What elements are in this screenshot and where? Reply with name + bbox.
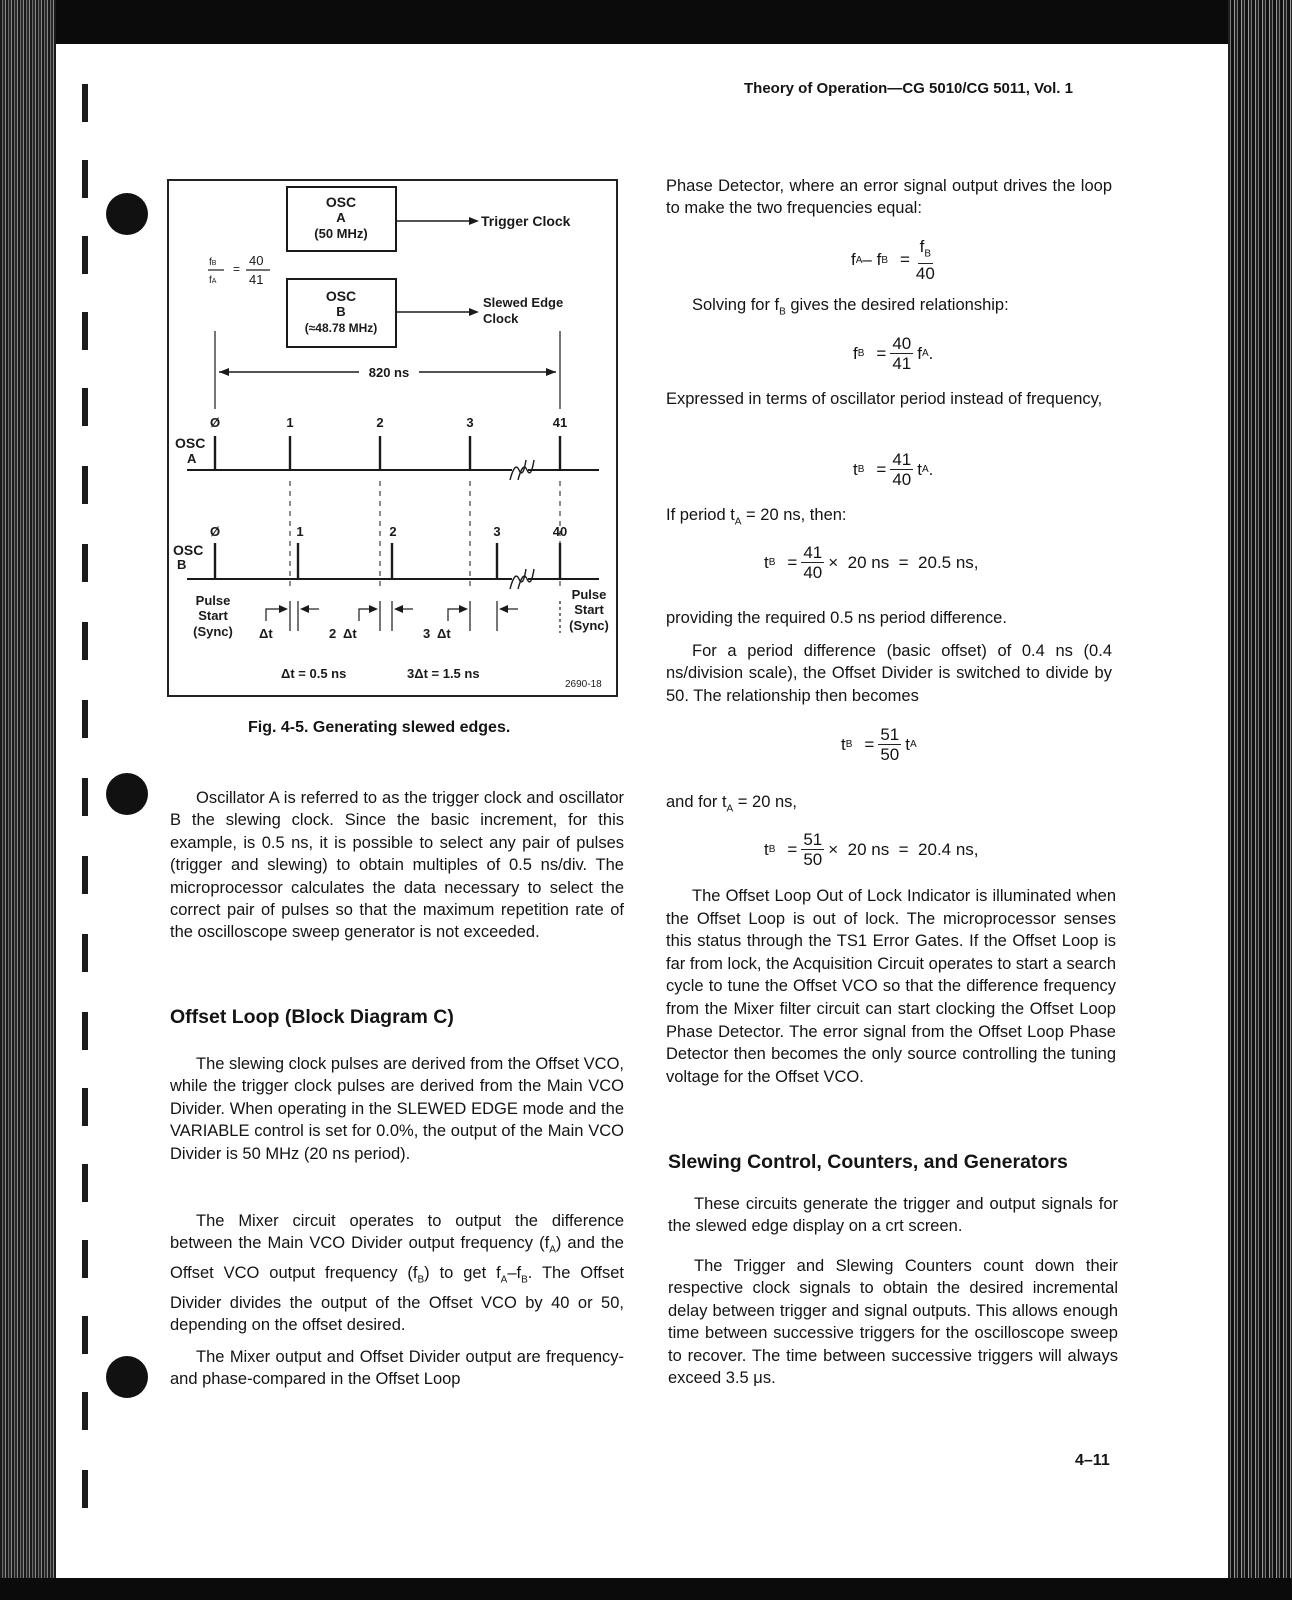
- equation-6: t B = $\frac{51}{50}$ × 20 ns = 20.4 ns,: [764, 830, 979, 869]
- right-col-para-9: [668, 1193, 1118, 1238]
- right-col-para-4: [666, 504, 1112, 534]
- trigger-clock-label: Trigger Clock: [481, 213, 571, 229]
- para-providing: providing the required 0.5 ns period difference.: [666, 609, 1007, 627]
- running-header: Theory of Operation—CG 5010/CG 5011, Vol. 1: [744, 80, 1073, 97]
- page-number: 4–11: [1075, 1452, 1110, 1469]
- para-if-period: If period $t_A = 20$ ns, then:: [666, 506, 847, 528]
- right-col-para-8: [666, 885, 1116, 1088]
- scan-border-top: [0, 0, 1292, 44]
- binder-mark: [82, 934, 88, 972]
- delta-markers: [266, 601, 560, 633]
- osc-b-tick-40: 40: [552, 524, 568, 539]
- equation-1: f A – f B = $\frac{f_B}{40}$: [851, 237, 935, 284]
- para-phase-detector: Phase Detector, where an error signal output drives the loop to make the two frequencies equal:: [666, 177, 1112, 218]
- osc-a-tick-2: 2: [376, 415, 384, 430]
- binder-mark: [82, 1012, 88, 1050]
- binder-mark: [82, 1316, 88, 1354]
- binder-mark: [82, 1164, 88, 1202]
- para-expressed: Expressed in terms of oscillator period instead of frequency,: [666, 390, 1103, 408]
- osc-b-tick-1: 1: [296, 524, 304, 539]
- osc-b-label-line2: B: [177, 557, 187, 572]
- delta-label-1: Δt: [259, 626, 273, 641]
- para-period-difference: For a period difference (basic offset) of 0.4 ns (0.4 ns/division scale), the Offset Divider is switched to divide by 50. The relationship then becomes: [666, 642, 1112, 705]
- right-col-para-7: [666, 791, 1112, 821]
- left-col-para-1: [170, 787, 624, 944]
- osc-a-label-line2: A: [187, 451, 197, 466]
- span-label: 820 ns: [368, 365, 410, 380]
- pulse-start-left-line2: Start: [198, 608, 228, 623]
- ratio-den: 41: [249, 272, 264, 287]
- osc-b-tick-0: Ø: [209, 524, 221, 539]
- slewed-edge-clock-line2: Clock: [483, 311, 519, 326]
- osc-a-tick-3: 3: [466, 415, 474, 430]
- osc-a-tick-1: 1: [286, 415, 294, 430]
- slewed-edge-clock-line1: Slewed Edge: [483, 295, 564, 310]
- osc-b-box-line1: OSC: [325, 288, 357, 304]
- para-mixer-output: The Mixer output and Offset Divider output are frequency-and phase-compared in the Offset Loop: [170, 1348, 624, 1389]
- heading-slewing-control: Slewing Control, Counters, and Generators: [668, 1151, 1068, 1173]
- ratio-fraction: [208, 253, 270, 287]
- binder-hole-icon: [106, 1356, 148, 1398]
- osc-a-box-line2: A: [336, 210, 346, 225]
- binder-mark: [82, 160, 88, 198]
- osc-a-box-line1: OSC: [325, 194, 357, 210]
- right-col-para-10: [668, 1255, 1118, 1389]
- scan-border-left: [0, 0, 56, 1600]
- osc-a-box-line3: (50 MHz): [314, 226, 368, 241]
- binder-mark: [82, 84, 88, 122]
- osc-b-box: [287, 279, 396, 347]
- binder-mark: [82, 236, 88, 274]
- pulse-start-right-line2: Start: [574, 602, 604, 617]
- para-mixer-circuit: The Mixer circuit operates to output the difference between the Main VCO Divider output frequency $(f_A)$ and the Offset VCO output frequency $(f_B)$ to get $f_A-f_B$. The Offset Divider divides the output of the Offset VCO by 40 or 50, depending on the offset desired.: [170, 1212, 624, 1335]
- osc-b-box-line2: B: [336, 304, 346, 319]
- pulse-start-right-line1: Pulse: [571, 587, 607, 602]
- figure-caption: Fig. 4-5. Generating slewed edges.: [248, 719, 511, 736]
- right-col-para-6: [666, 640, 1112, 707]
- right-col-para-1: [666, 175, 1112, 220]
- right-col-para-2: [692, 294, 1112, 324]
- scan-border-bottom: [0, 1578, 1292, 1600]
- osc-b-tick-3: 3: [493, 524, 501, 539]
- equation-5: t B = $\frac{51}{50}$ t A: [841, 725, 917, 764]
- para-counters: The Trigger and Slewing Counters count down their respective clock signals to obtain the desired incremental delay between trigger and signal outputs. This allows enough time between successive triggers for the oscilloscope sweep to recover. The time between successive triggers will always exceed 3.5 μs.: [668, 1257, 1118, 1388]
- equation-2: f B = $\frac{40}{41}$ f A .: [853, 334, 934, 373]
- binder-mark: [82, 856, 88, 894]
- para-out-of-lock: The Offset Loop Out of Lock Indicator is illuminated when the Offset Loop is out of lock. The microprocessor senses this status through the TS1 Error Gates. If the Offset Loop is far from lock, the Acquisition Circuit operates to start a search cycle to tune the Offset VCO so that the difference frequency from the Mixer filter circuit can start clocking the Offset Loop Phase Detector. The error signal from the Offset Loop Phase Detector then becomes the only source controlling the tuning voltage for the Offset VCO.: [666, 887, 1116, 1086]
- binder-hole-icon: [106, 773, 148, 815]
- delta-label-2: 2 Δt: [329, 626, 357, 641]
- binder-mark: [82, 466, 88, 504]
- equation-3: t B = $\frac{41}{40}$ t A .: [853, 450, 934, 489]
- binder-mark: [82, 700, 88, 738]
- para-these-circuits: These circuits generate the trigger and output signals for the slewed edge display on a crt screen.: [668, 1195, 1118, 1236]
- binder-mark: [82, 778, 88, 816]
- delta-label-3: 3 Δt: [423, 626, 451, 641]
- equation-4: t B = $\frac{41}{40}$ × 20 ns = 20.5 ns,: [764, 543, 979, 582]
- pulse-start-left-line3: (Sync): [193, 624, 233, 639]
- left-col-para-4: [170, 1346, 624, 1391]
- binder-mark: [82, 388, 88, 426]
- svg-text:fA: fA: [209, 275, 217, 286]
- binder-mark: [82, 1470, 88, 1508]
- binder-mark: [82, 622, 88, 660]
- ratio-num: 40: [249, 253, 264, 268]
- osc-b-box-line3: (≈48.78 MHz): [304, 321, 378, 335]
- binder-mark: [82, 1392, 88, 1430]
- osc-a-timeline: [175, 415, 599, 480]
- right-col-para-5: [666, 607, 1112, 629]
- para-slewing-clock: The slewing clock pulses are derived from the Offset VCO, while the trigger clock pulses are derived from the Main VCO Divider. When operating in the SLEWED EDGE mode and the VARIABLE control is set for 0.0%, the output of the Main VCO Divider is 50 MHz (20 ns period).: [170, 1055, 624, 1163]
- right-col-para-3: [666, 388, 1112, 410]
- left-col-para-3: [170, 1210, 624, 1337]
- pulse-start-right-line3: (Sync): [569, 618, 609, 633]
- figure-id: 2690-18: [565, 679, 602, 690]
- figure-slewed-edges: [167, 179, 618, 697]
- osc-b-tick-2: 2: [389, 524, 397, 539]
- para-solving: Solving for $f_B$ gives the desired relationship:: [692, 296, 1009, 318]
- pulse-start-left-line1: Pulse: [195, 593, 231, 608]
- scan-border-right: [1228, 0, 1292, 1600]
- svg-text:=: =: [233, 262, 241, 276]
- binder-mark: [82, 312, 88, 350]
- osc-a-label-line1: OSC: [175, 435, 206, 451]
- osc-a-tick-41: 41: [552, 415, 568, 430]
- para-and-for: and for $t_A = 20$ ns,: [666, 793, 797, 815]
- heading-offset-loop: Offset Loop (Block Diagram C): [170, 1006, 454, 1028]
- osc-a-tick-0: Ø: [209, 415, 221, 430]
- osc-a-box: [287, 187, 396, 251]
- osc-b-label-line1: OSC: [173, 542, 204, 558]
- binder-mark: [82, 1240, 88, 1278]
- binder-mark: [82, 544, 88, 582]
- left-col-para-2: [170, 1053, 624, 1165]
- three-dt-value: 3Δt = 1.5 ns: [407, 666, 480, 681]
- binder-hole-icon: [106, 193, 148, 235]
- dt-value: Δt = 0.5 ns: [281, 666, 347, 681]
- osc-b-timeline: [173, 524, 599, 589]
- binder-mark: [82, 1088, 88, 1126]
- svg-text:fB: fB: [209, 257, 217, 268]
- para-oscillator-a: Oscillator A is referred to as the trigger clock and oscillator B the slewing clock. Since the basic increment, for this example, is 0.5 ns, it is possible to select any pair of pulses (trigger and slewing) to obtain multiples of 0.5 ns/div. The microprocessor calculates the data necessary to select the correct pair of pulses so that the maximum repetition rate of the oscilloscope sweep generator is not exceeded.: [170, 789, 624, 942]
